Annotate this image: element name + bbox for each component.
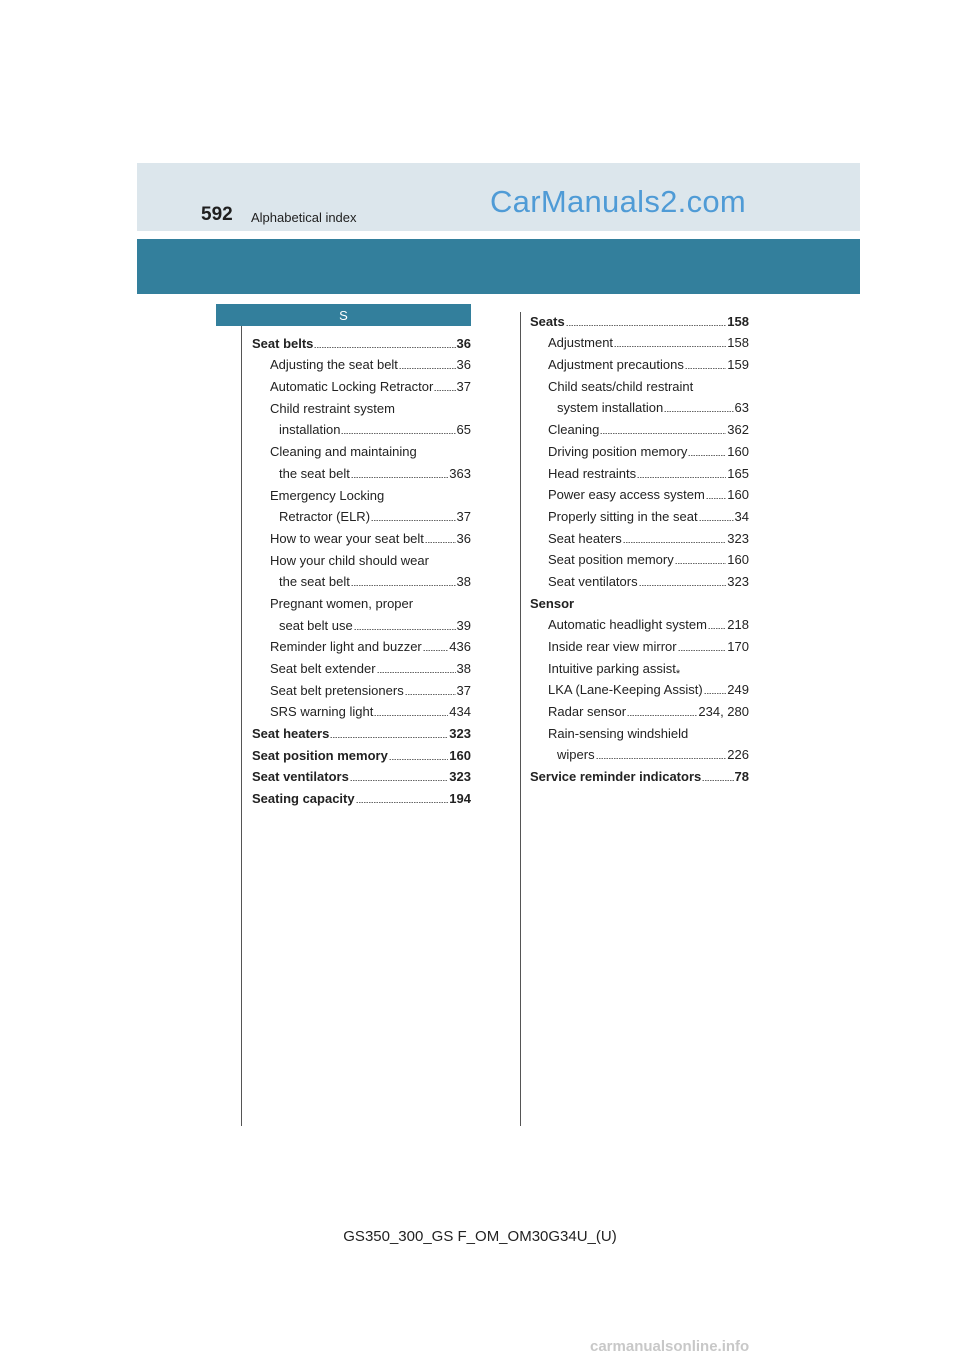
dot-leader — [330, 737, 448, 738]
section-title: Alphabetical index — [251, 210, 357, 225]
dot-leader — [354, 629, 456, 630]
index-entry-page[interactable]: 37 — [456, 509, 471, 525]
index-entry-label: Retractor (ELR) — [279, 509, 371, 525]
index-entry — [252, 588, 471, 610]
dot-leader — [351, 585, 456, 586]
index-entry-label: Emergency Locking — [270, 487, 385, 503]
index-entry-page[interactable]: 37 — [456, 379, 471, 395]
index-entry-label: Seats — [530, 313, 565, 329]
dot-leader — [314, 347, 455, 348]
index-entry-page[interactable]: 234, 280 — [698, 704, 749, 720]
index-entry-page[interactable]: 249 — [727, 682, 749, 698]
index-entry[interactable] — [252, 675, 471, 697]
dot-leader — [623, 542, 727, 543]
dot-leader — [702, 780, 733, 781]
index-entry-page[interactable]: 226 — [727, 747, 749, 763]
index-entry-page[interactable]: 323 — [449, 726, 471, 742]
index-entry — [252, 545, 471, 567]
index-entry: Intuitive parking assist * — [548, 660, 681, 680]
index-entry-label: Seat belt extender — [270, 661, 376, 676]
index-entry-label: LKA (Lane-Keeping Assist) — [548, 682, 703, 698]
dot-leader — [688, 455, 726, 456]
index-entry-label: Pregnant women, proper — [270, 595, 414, 611]
index-entry-page[interactable]: 34 — [734, 508, 749, 524]
dot-leader — [374, 715, 448, 716]
index-entry-label: Inside rear view mirror — [548, 639, 677, 654]
index-entry-label: Cleaning and maintaining — [270, 444, 417, 460]
index-entry[interactable] — [530, 631, 749, 653]
document-code: GS350_300_GS F_OM_OM30G34U_(U) — [343, 1228, 617, 1245]
dot-leader — [377, 672, 456, 673]
index-entry-label: the seat belt — [279, 465, 350, 481]
index-entry[interactable] — [530, 414, 749, 436]
dot-leader — [704, 693, 727, 694]
index-entry — [252, 393, 471, 415]
index-entry-page[interactable]: 39 — [456, 617, 471, 633]
index-entry-page[interactable]: 362 — [727, 422, 749, 438]
index-entry[interactable] — [252, 458, 471, 480]
index-entry — [530, 588, 749, 610]
page-number: 592 — [201, 204, 233, 225]
index-entry[interactable] — [530, 761, 749, 783]
index-entry-page[interactable]: 170 — [727, 639, 749, 654]
index-entry-label: Seat belts — [252, 335, 314, 351]
index-entry — [530, 718, 749, 740]
index-entry[interactable] — [530, 393, 749, 415]
index-column-left — [252, 328, 471, 805]
index-entry[interactable] — [252, 762, 471, 784]
index-entry-label: Cleaning — [548, 422, 600, 438]
index-entry-page[interactable]: 434 — [449, 704, 471, 720]
index-entry-label: Automatic Locking Retractor — [270, 379, 434, 395]
watermark-logo[interactable]: CarManuals2.com — [490, 184, 747, 219]
index-entry-label: Child seats/child restraint — [548, 378, 694, 394]
index-entry-label: Child restraint system — [270, 400, 395, 416]
index-entry[interactable] — [530, 545, 749, 567]
index-entry-label: Service reminder indicators — [530, 769, 702, 785]
dot-leader — [706, 498, 727, 499]
index-entry-label: Power easy access system — [548, 487, 705, 503]
index-entry[interactable] — [252, 783, 471, 805]
index-entry — [252, 436, 471, 458]
index-entry[interactable] — [530, 501, 749, 523]
dot-leader — [566, 325, 727, 326]
index-entry[interactable] — [252, 415, 471, 437]
index-entry-page[interactable]: 194 — [449, 791, 471, 807]
index-entry-label: Seat position memory — [548, 552, 674, 568]
index-entry-label: Adjustment — [548, 335, 614, 351]
dot-leader — [423, 650, 449, 651]
index-entry[interactable] — [530, 566, 749, 588]
index-entry[interactable] — [530, 458, 749, 480]
index-entry-label: Sensor — [530, 595, 575, 611]
index-entry[interactable] — [252, 502, 471, 524]
index-entry[interactable] — [530, 675, 749, 697]
index-entry-page[interactable]: 38 — [456, 661, 471, 676]
index-entry[interactable] — [252, 350, 471, 372]
index-entry-label: Seat ventilators — [548, 573, 638, 589]
index-entry — [530, 371, 749, 393]
index-entry-label: Adjusting the seat belt — [270, 357, 398, 373]
index-entry-label: installation — [279, 422, 341, 438]
index-entry[interactable] — [252, 371, 471, 393]
index-entry[interactable] — [252, 523, 471, 545]
index-entry-label: SRS warning light — [270, 704, 374, 720]
index-entry[interactable] — [530, 349, 749, 371]
index-entry[interactable] — [530, 523, 749, 545]
index-entry-label: Seat heaters — [252, 726, 330, 742]
dot-leader — [350, 780, 448, 781]
index-entry[interactable] — [530, 610, 749, 632]
index-entry-label: system installation — [557, 400, 664, 416]
dot-leader — [405, 694, 456, 695]
index-entry-label: Seat position memory — [252, 747, 388, 763]
index-letter-heading: S — [216, 304, 471, 326]
index-entry-label: How your child should wear — [270, 552, 429, 568]
index-entry-label: wipers — [557, 747, 595, 763]
index-entry[interactable] — [530, 436, 749, 458]
index-entry-label: Reminder light and buzzer — [270, 639, 422, 655]
index-entry[interactable] — [252, 632, 471, 654]
dot-leader — [341, 433, 455, 434]
index-entry[interactable] — [252, 653, 471, 675]
dot-leader — [425, 542, 456, 543]
header-banner — [137, 239, 860, 294]
index-entry[interactable] — [252, 697, 471, 719]
dot-leader — [596, 758, 727, 759]
index-entry[interactable] — [252, 740, 471, 762]
index-entry[interactable] — [252, 610, 471, 632]
index-entry-label: Seat belt pretensioners — [270, 682, 404, 698]
index-entry[interactable] — [530, 480, 749, 502]
index-entry-page[interactable]: 65 — [456, 422, 471, 438]
index-entry-label: Seat heaters — [548, 530, 622, 546]
dot-leader — [664, 411, 733, 412]
index-entry-page[interactable]: 218 — [727, 617, 749, 633]
index-entry-label: Radar sensor — [548, 704, 627, 720]
index-entry-label: How to wear your seat belt — [270, 530, 424, 546]
index-entry-page[interactable]: 37 — [456, 682, 471, 698]
dot-leader — [637, 477, 726, 478]
index-entry-page[interactable]: 158 — [727, 335, 749, 351]
index-entry-page[interactable]: 36 — [456, 335, 471, 351]
dot-leader — [627, 715, 697, 716]
index-column-right — [530, 306, 749, 783]
index-entry-label: Seat ventilators — [252, 769, 349, 785]
index-entry-page[interactable]: 323 — [727, 573, 749, 589]
index-entry-page[interactable]: 36 — [456, 357, 471, 373]
dot-leader — [600, 433, 726, 434]
dot-leader — [685, 368, 726, 369]
index-entry[interactable] — [252, 328, 471, 350]
index-entry-label: Intuitive parking assist — [548, 660, 676, 676]
dot-leader — [678, 650, 727, 651]
index-entry-label: Automatic headlight system — [548, 617, 707, 633]
dot-leader — [399, 368, 456, 369]
index-entry-page[interactable]: 158 — [727, 313, 749, 329]
index-entry-label: Properly sitting in the seat — [548, 508, 698, 524]
column-divider-left — [241, 326, 242, 1126]
index-entry-page[interactable]: 36 — [456, 530, 471, 546]
index-entry-page[interactable]: 38 — [456, 574, 471, 590]
dot-leader — [675, 563, 727, 564]
index-entry-label: Seating capacity — [252, 791, 355, 807]
index-entry[interactable] — [530, 696, 749, 718]
index-entry-label: Driving position memory — [548, 443, 688, 459]
index-entry-label: seat belt use — [279, 617, 353, 633]
index-entry-page[interactable]: 63 — [734, 400, 749, 416]
dot-leader — [614, 346, 726, 347]
index-entry[interactable] — [530, 328, 749, 350]
index-entry-page[interactable]: 160 — [727, 487, 749, 503]
index-entry-page[interactable]: 160 — [727, 552, 749, 568]
dot-leader — [351, 477, 448, 478]
column-divider-middle — [520, 312, 521, 1126]
footer-watermark[interactable]: carmanualsonline.info — [590, 1338, 750, 1355]
dot-leader — [434, 390, 455, 391]
index-entry-page[interactable]: 159 — [727, 357, 749, 373]
index-entry[interactable] — [252, 567, 471, 589]
index-entry[interactable] — [530, 740, 749, 762]
dot-leader — [371, 520, 456, 521]
index-entry-page[interactable]: 160 — [449, 747, 471, 763]
index-entry-page[interactable]: 436 — [449, 639, 471, 655]
dot-leader — [389, 759, 448, 760]
index-entry-page[interactable]: 323 — [449, 769, 471, 785]
dot-leader — [708, 628, 726, 629]
index-entry-page[interactable]: 323 — [727, 530, 749, 546]
index-entry[interactable] — [252, 718, 471, 740]
index-entry[interactable] — [530, 306, 749, 328]
index-entry-page[interactable]: 165 — [727, 465, 749, 481]
index-entry-label: Head restraints — [548, 465, 637, 481]
index-entry-label: Adjustment precautions — [548, 357, 684, 373]
dot-leader — [356, 802, 449, 803]
dot-leader — [699, 520, 734, 521]
index-entry-label: Rain-sensing windshield — [548, 725, 689, 741]
index-entry-page[interactable]: 363 — [449, 465, 471, 481]
index-entry-page[interactable]: 160 — [727, 443, 749, 459]
index-entry-label: the seat belt — [279, 574, 350, 590]
index-entry — [252, 480, 471, 502]
dot-leader — [639, 585, 727, 586]
index-entry-page[interactable]: 78 — [734, 769, 749, 785]
